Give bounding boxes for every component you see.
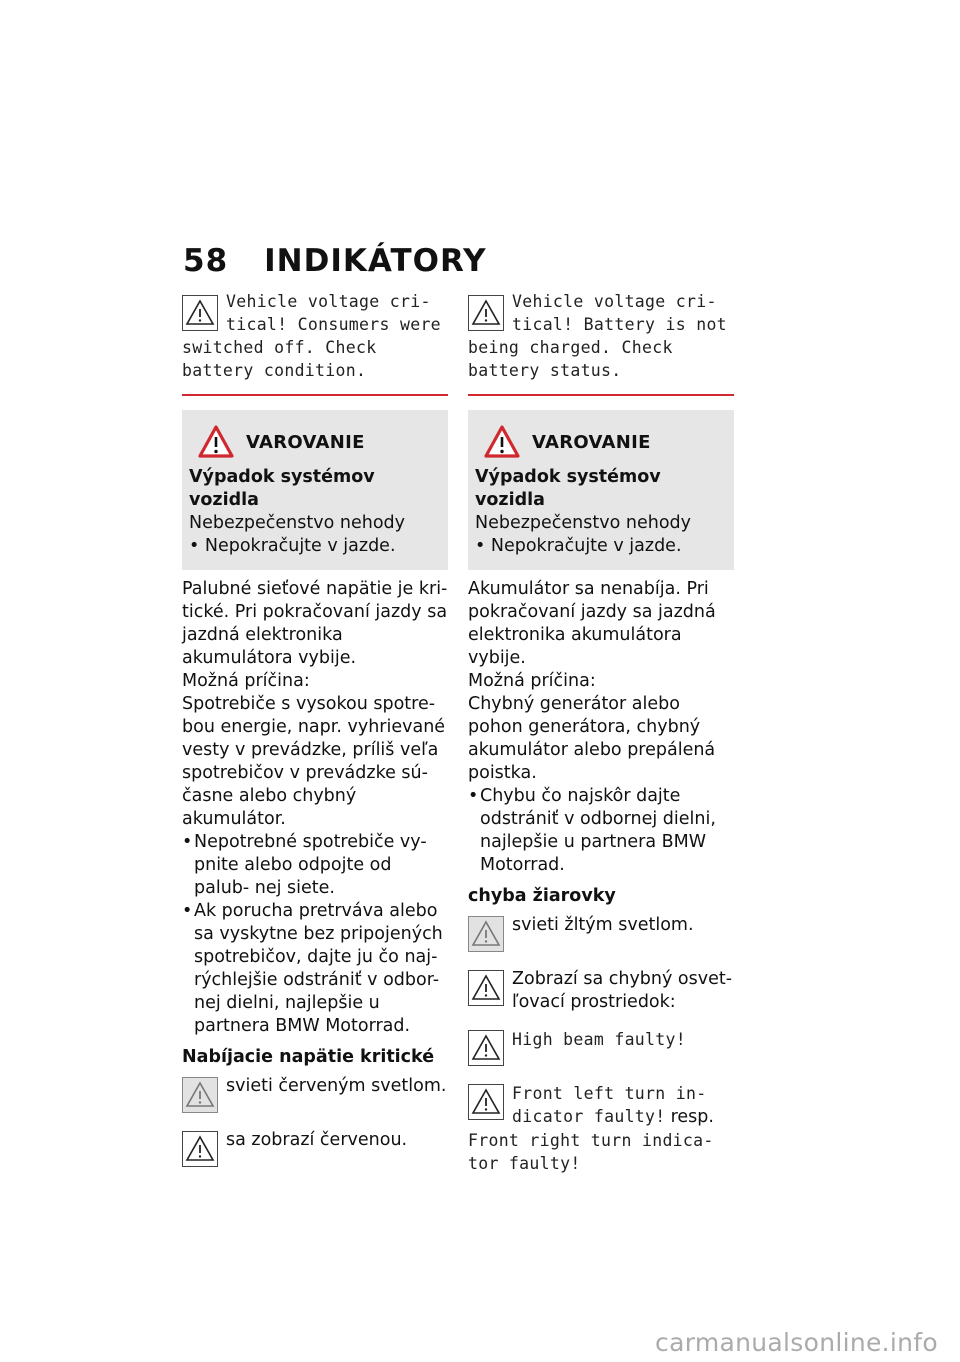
indicator-text: svieti žltým svetlom. <box>512 915 694 935</box>
indicator-text: sa zobrazí červenou. <box>226 1130 408 1150</box>
watermark: carmanualsonline.info <box>655 1328 938 1357</box>
indicator-row <box>182 1075 448 1115</box>
bullet-item: • Nepotrebné spotrebiče vy- pnite alebo odpojte od palub- nej siete. <box>182 831 448 900</box>
warning-subtitle: Výpadok systémov vozidla <box>189 467 375 510</box>
bullet-item: • Ak porucha pretrváva alebo sa vyskytne bez pripojených spotrebičov, dajte ju čo naj- rýchlejšie odstrániť v odbor- nej dielni, najlepšie u partnera BMW Motorrad. <box>182 900 448 1038</box>
cause-label: Možná príčina: <box>468 671 596 691</box>
display-message-text: Front right turn indica- tor faulty! <box>468 1131 714 1173</box>
paragraph: Palubné sieťové napätie je kri- tické. Pri pokračovaní jazdy sa jazdná elektronika akumulátora vybije. <box>182 579 448 668</box>
paragraph: Akumulátor sa nenabíja. Pri pokračovaní jazdy sa jazdná elektronika akumulátora vybije. <box>468 579 716 668</box>
warning-label: VAROVANIE <box>246 431 365 453</box>
display-message-text: High beam faulty! <box>512 1030 686 1049</box>
indicator-row <box>468 914 734 954</box>
warning-subtitle: Výpadok systémov vozidla <box>475 467 661 510</box>
warning-red-triangle-icon <box>484 425 520 459</box>
right-message-block <box>468 290 734 396</box>
message-row <box>468 1028 734 1068</box>
display-message-text: Vehicle voltage cri- tical! Battery is not being charged. Check battery status. <box>468 292 727 380</box>
section-heading: Nabíjacie napätie kritické <box>182 1047 435 1067</box>
warning-triangle-icon <box>468 1084 504 1120</box>
display-message-text: Vehicle voltage cri- tical! Consumers were switched off. Check battery condition. <box>182 292 441 380</box>
warning-red-triangle-icon <box>198 425 234 459</box>
left-message-block <box>182 290 448 396</box>
warning-line: Nebezpečenstvo nehody <box>189 513 405 533</box>
indicator-text: Zobrazí sa chybný osvet- ľovací prostriedok: <box>512 969 733 1012</box>
display-message-text: Front left turn in- dicator faulty! <box>512 1084 707 1126</box>
warning-triangle-icon <box>468 1030 504 1066</box>
indicator-row <box>468 968 734 1014</box>
bullet-item: • Chybu čo najskôr dajte odstrániť v odbornej dielni, najlepšie u partnera BMW Motorrad. <box>468 785 734 877</box>
warning-triangle-icon <box>182 295 218 331</box>
warning-triangle-icon <box>182 1131 218 1167</box>
section-heading: chyba žiarovky <box>468 886 616 906</box>
warning-line: Nebezpečenstvo nehody <box>475 513 691 533</box>
cause-text: Chybný generátor alebo pohon generátora, chybný akumulátor alebo prepálená poistka. <box>468 694 716 783</box>
indicator-text: svieti červeným svetlom. <box>226 1076 447 1096</box>
page-title: INDIKÁTORY <box>264 243 487 279</box>
cause-text: Spotrebiče s vysokou spotre- bou energie, napr. vyhrievané vesty v prevádzke, príliš veľa spotrebičov v prevádzke sú- časne alebo chybný akumulátor. <box>182 694 446 829</box>
warning-light-icon <box>468 916 504 952</box>
page-number: 58 <box>183 243 229 279</box>
warning-instruction: • Nepokračujte v jazde. <box>189 536 396 556</box>
warning-label: VAROVANIE <box>532 431 651 453</box>
right-column <box>468 290 734 1175</box>
page-header <box>183 243 487 279</box>
indicator-row <box>182 1129 448 1169</box>
warning-instruction: • Nepokračujte v jazde. <box>475 536 682 556</box>
left-column <box>182 290 448 1169</box>
cause-label: Možná príčina: <box>182 671 310 691</box>
conjunction-text: resp. <box>670 1107 714 1127</box>
warning-triangle-icon <box>468 295 504 331</box>
warning-triangle-icon <box>468 970 504 1006</box>
left-warning-box <box>182 410 448 570</box>
message-row <box>468 1082 734 1175</box>
right-warning-box <box>468 410 734 570</box>
warning-light-icon <box>182 1077 218 1113</box>
